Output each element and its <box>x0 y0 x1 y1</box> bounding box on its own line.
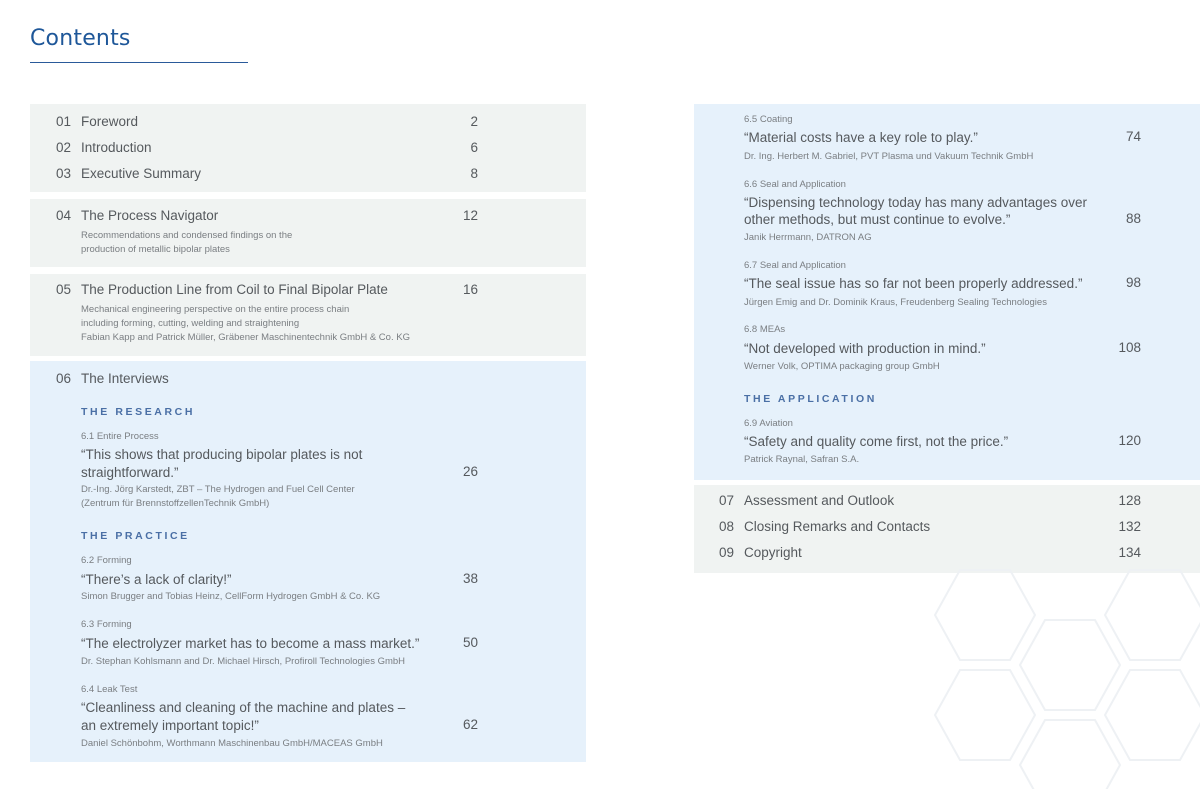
interview-category: 6.5 Coating <box>744 114 793 125</box>
chapter-description: including forming, cutting, welding and straightening <box>81 318 300 329</box>
page-number: 120 <box>1118 433 1141 448</box>
page-number: 38 <box>462 571 478 586</box>
page-number: 2 <box>470 114 478 129</box>
page-number: 98 <box>1125 275 1141 290</box>
interview-category: 6.2 Forming <box>81 555 132 566</box>
interview-author: Dr.-Ing. Jörg Karstedt, ZBT – The Hydrogen and Fuel Cell Center <box>81 484 355 495</box>
chapter-authors: Fabian Kapp and Patrick Müller, Gräbener Maschinentechnik GmbH & Co. KG <box>81 332 410 343</box>
page-number: 8 <box>470 166 478 181</box>
interview-quote[interactable]: “Safety and quality come first, not the price.” <box>744 434 1009 449</box>
section-heading-application: THE APPLICATION <box>744 393 877 405</box>
interview-author: Daniel Schönbohm, Worthmann Maschinenbau GmbH/MACEAS GmbH <box>81 738 383 749</box>
interview-author: Dr. Ing. Herbert M. Gabriel, PVT Plasma und Vakuum Technik GmbH <box>744 151 1034 162</box>
chapter-description: Mechanical engineering perspective on the entire process chain <box>81 304 350 315</box>
interview-author: Dr. Stephan Kohlsmann and Dr. Michael Hirsch, Profiroll Technologies GmbH <box>81 656 406 667</box>
page-number: 108 <box>1118 340 1141 355</box>
page-number: 88 <box>1125 211 1141 226</box>
interview-quote[interactable]: “Not developed with production in mind.” <box>744 341 986 356</box>
page-number: 16 <box>462 282 478 297</box>
interview-quote[interactable]: “Dispensing technology today has many advantages over <box>744 195 1087 210</box>
interview-quote[interactable]: “Cleanliness and cleaning of the machine and plates – <box>81 700 406 715</box>
interview-quote[interactable]: other methods, but must continue to evolve.” <box>744 212 1011 227</box>
interview-author: Patrick Raynal, Safran S.A. <box>744 454 860 465</box>
interview-category: 6.1 Entire Process <box>81 431 159 442</box>
interview-author: (Zentrum für BrennstoffzellenTechnik GmbH) <box>81 498 270 509</box>
interview-category: 6.4 Leak Test <box>81 684 138 695</box>
page-number: 26 <box>462 464 478 479</box>
interview-author: Werner Volk, OPTIMA packaging group GmbH <box>744 361 940 372</box>
interview-category: 6.9 Aviation <box>744 418 793 429</box>
interview-category: 6.3 Forming <box>81 619 132 630</box>
page-number: 62 <box>462 717 478 732</box>
page-number: 132 <box>1118 519 1141 534</box>
interview-author: Simon Brugger and Tobias Heinz, CellForm Hydrogen GmbH & Co. KG <box>81 591 381 602</box>
interview-quote[interactable]: “Material costs have a key role to play.” <box>744 130 978 145</box>
page-number: 134 <box>1118 545 1141 560</box>
interview-quote[interactable]: an extremely important topic!” <box>81 718 259 733</box>
page-number: 6 <box>470 140 478 155</box>
interview-category: 6.8 MEAs <box>744 324 786 335</box>
interview-category: 6.7 Seal and Application <box>744 260 846 271</box>
page-number: 74 <box>1125 129 1141 144</box>
chapter-description: production of metallic bipolar plates <box>81 244 230 255</box>
hexagon-pattern-icon <box>860 560 1200 789</box>
title-underline <box>30 62 248 63</box>
interview-quote[interactable]: “The seal issue has so far not been properly addressed.” <box>744 276 1083 291</box>
section-heading-practice: THE PRACTICE <box>81 530 190 542</box>
interview-quote[interactable]: “This shows that producing bipolar plates is not <box>81 447 363 462</box>
interview-category: 6.6 Seal and Application <box>744 179 846 190</box>
interview-quote[interactable]: “The electrolyzer market has to become a mass market.” <box>81 636 420 651</box>
page-title: Contents <box>30 26 131 51</box>
section-heading-research: THE RESEARCH <box>81 406 196 418</box>
interview-author: Janik Herrmann, DATRON AG <box>744 232 872 243</box>
interview-author: Jürgen Emig and Dr. Dominik Kraus, Freudenberg Sealing Technologies <box>744 297 1047 308</box>
page-number: 50 <box>462 635 478 650</box>
interview-quote[interactable]: “There’s a lack of clarity!” <box>81 572 232 587</box>
interview-quote[interactable]: straightforward.” <box>81 465 179 480</box>
chapter-description: Recommendations and condensed findings on the <box>81 230 293 241</box>
page-number: 12 <box>462 208 478 223</box>
page-number: 128 <box>1118 493 1141 508</box>
